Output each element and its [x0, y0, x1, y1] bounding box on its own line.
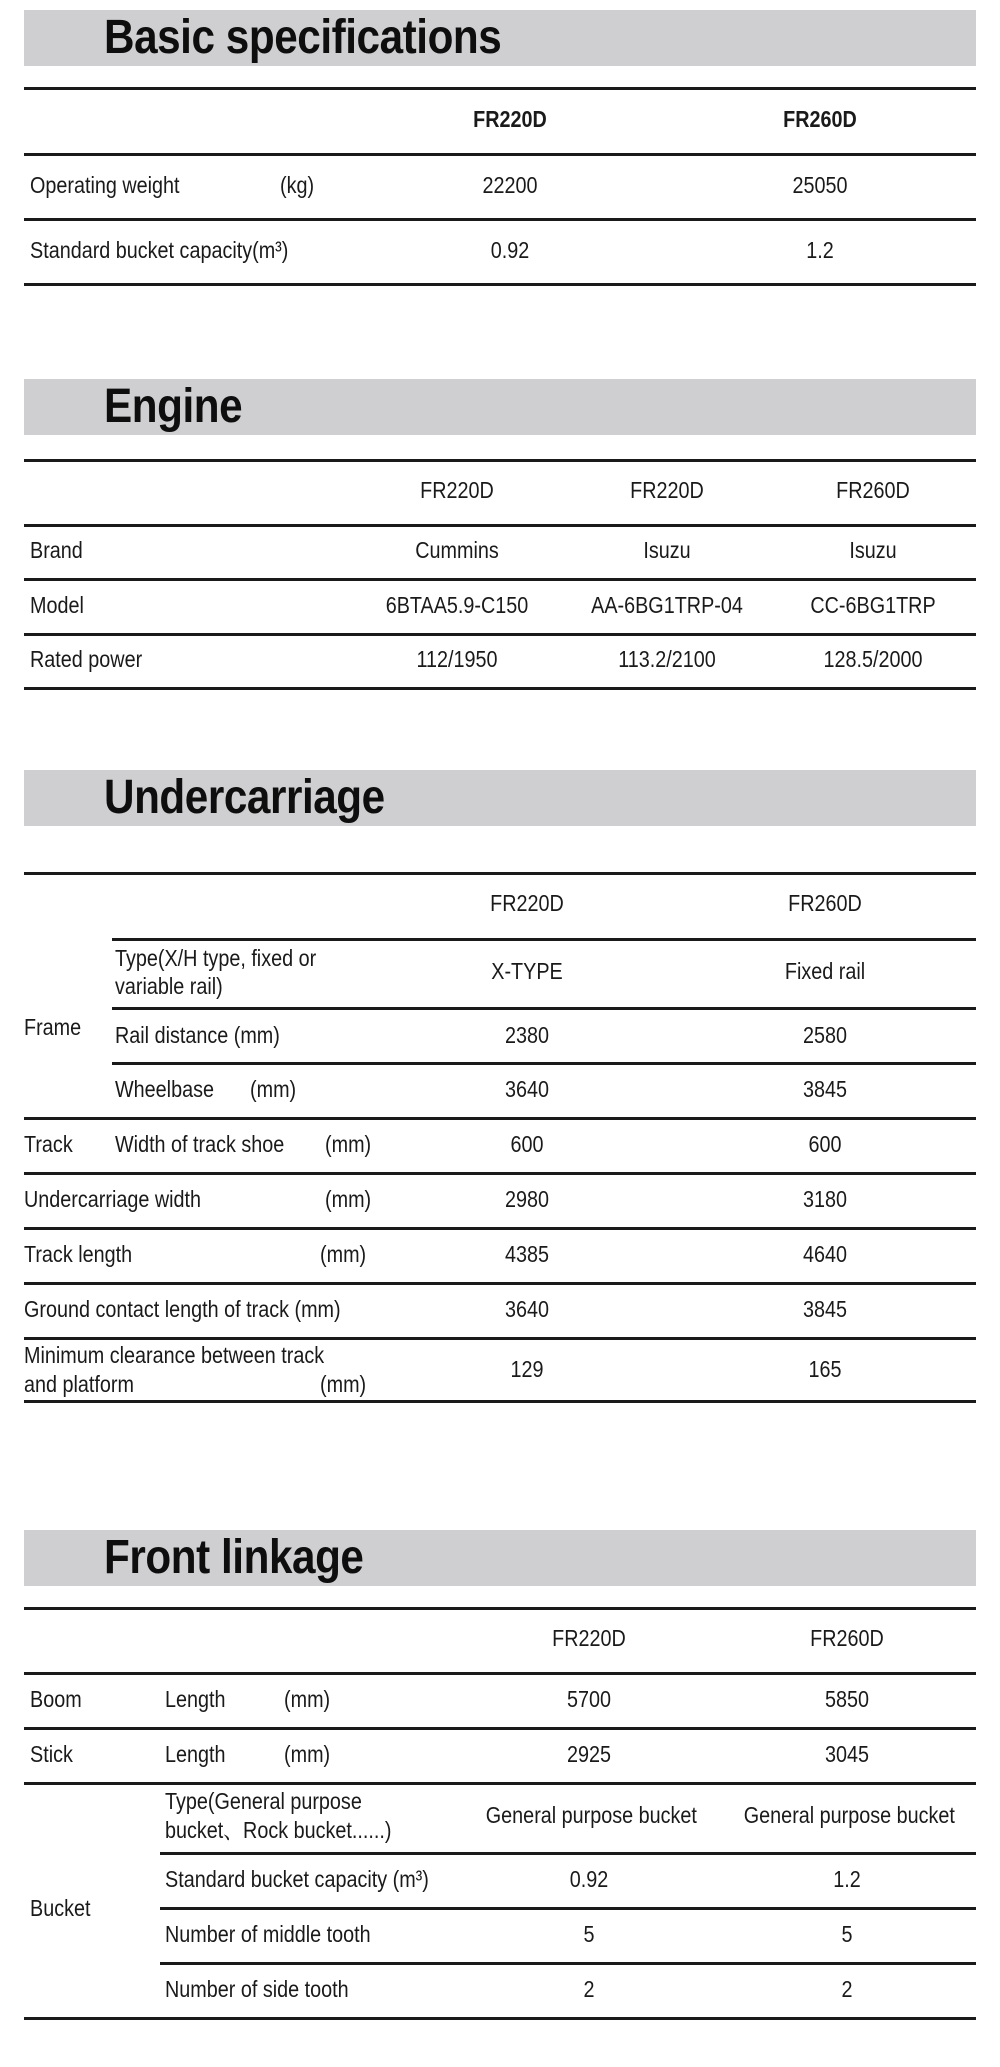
frame-type-fr260d: Fixed rail: [784, 958, 866, 984]
divider: [160, 1852, 976, 1855]
ground-contact-fr260d: 3845: [802, 1296, 847, 1322]
divider: [24, 872, 976, 875]
divider: [24, 1117, 976, 1120]
stick-length-unit: (mm): [284, 1741, 331, 1767]
engine-col-1: FR220D: [420, 477, 494, 503]
model-v3: CC-6BG1TRP: [810, 592, 936, 618]
boom-length-label: Length: [165, 1686, 226, 1712]
operating-weight-label: Operating weight: [30, 172, 180, 198]
bucket-label: Bucket: [30, 1895, 91, 1921]
track-length-fr220d: 4385: [504, 1241, 549, 1267]
divider: [24, 1172, 976, 1175]
ground-contact-label: Ground contact length of track (mm): [24, 1296, 341, 1322]
wheelbase-label: Wheelbase: [115, 1076, 214, 1102]
track-length-fr260d: 4640: [802, 1241, 847, 1267]
divider: [112, 1062, 976, 1065]
engine-col-2: FR220D: [630, 477, 704, 503]
divider: [24, 459, 976, 462]
engine-title: Engine: [104, 380, 243, 433]
brand-v2: Isuzu: [643, 537, 691, 563]
frame-type-label-line2: variable rail): [115, 973, 223, 999]
divider: [24, 2017, 976, 2020]
front-linkage-title: Front linkage: [104, 1531, 364, 1584]
stick-length-fr220d: 2925: [566, 1741, 611, 1767]
brand-v1: Cummins: [415, 537, 499, 563]
divider: [24, 1227, 976, 1230]
stick-length-label: Length: [165, 1741, 226, 1767]
track-shoe-unit: (mm): [325, 1131, 372, 1157]
operating-weight-fr260d: 25050: [792, 172, 848, 198]
frame-label: Frame: [24, 1014, 82, 1040]
wheelbase-fr220d: 3640: [504, 1076, 549, 1102]
divider: [24, 218, 976, 221]
undercarriage-width-fr220d: 2980: [504, 1186, 549, 1212]
divider: [24, 1782, 976, 1785]
stick-label: Stick: [30, 1741, 73, 1767]
basic-col-fr260d: FR260D: [783, 106, 857, 132]
track-shoe-fr260d: 600: [808, 1131, 842, 1157]
middle-tooth-fr220d: 5: [583, 1921, 595, 1947]
bucket-type-label-line2: bucket、Rock bucket......): [165, 1817, 392, 1843]
divider: [24, 1672, 976, 1675]
undercarriage-width-fr260d: 3180: [802, 1186, 847, 1212]
front-bucket-capacity-fr260d: 1.2: [833, 1866, 861, 1892]
model-label: Model: [30, 592, 84, 618]
divider: [24, 87, 976, 90]
divider: [24, 1282, 976, 1285]
min-clearance-unit: (mm): [320, 1371, 367, 1397]
bucket-capacity-fr260d: 1.2: [806, 237, 834, 263]
divider: [112, 1007, 976, 1010]
wheelbase-fr260d: 3845: [802, 1076, 847, 1102]
rated-power-v2: 113.2/2100: [618, 646, 716, 672]
rated-power-label: Rated power: [30, 646, 143, 672]
boom-label: Boom: [30, 1686, 82, 1712]
basic-specifications-title: Basic specifications: [104, 11, 502, 64]
rail-distance-fr260d: 2580: [802, 1022, 847, 1048]
divider: [160, 1907, 976, 1910]
frame-type-fr220d: X-TYPE: [491, 958, 563, 984]
ground-contact-fr220d: 3640: [504, 1296, 549, 1322]
middle-tooth-fr260d: 5: [841, 1921, 853, 1947]
min-clearance-label-line2: and platform: [24, 1371, 134, 1397]
operating-weight-unit: (kg): [280, 172, 315, 198]
track-shoe-label: Width of track shoe: [115, 1131, 285, 1157]
divider: [24, 1607, 976, 1610]
brand-v3: Isuzu: [849, 537, 897, 563]
rated-power-v3: 128.5/2000: [823, 646, 923, 672]
wheelbase-unit: (mm): [250, 1076, 297, 1102]
basic-specifications-header: [24, 10, 976, 66]
engine-col-3: FR260D: [836, 477, 910, 503]
divider: [112, 938, 976, 941]
track-length-label: Track length: [24, 1241, 133, 1267]
track-shoe-fr220d: 600: [510, 1131, 544, 1157]
divider: [24, 687, 976, 690]
track-label: Track: [24, 1131, 73, 1157]
side-tooth-fr260d: 2: [841, 1976, 853, 2002]
front-col-fr220d: FR220D: [552, 1625, 626, 1651]
divider: [24, 1727, 976, 1730]
divider: [24, 283, 976, 286]
min-clearance-fr220d: 129: [510, 1356, 544, 1382]
frame-type-label-line1: Type(X/H type, fixed or: [115, 945, 317, 971]
divider: [24, 633, 976, 636]
front-col-fr260d: FR260D: [810, 1625, 884, 1651]
min-clearance-fr260d: 165: [808, 1356, 842, 1382]
middle-tooth-label: Number of middle tooth: [165, 1921, 371, 1947]
undercarriage-col-fr260d: FR260D: [788, 890, 862, 916]
undercarriage-title: Undercarriage: [104, 771, 385, 824]
front-bucket-capacity-label: Standard bucket capacity (m³): [165, 1866, 429, 1892]
bucket-capacity-fr220d: 0.92: [490, 237, 530, 263]
divider: [24, 524, 976, 527]
bucket-type-fr220d: General purpose bucket: [485, 1802, 697, 1828]
brand-label: Brand: [30, 537, 83, 563]
boom-length-unit: (mm): [284, 1686, 331, 1712]
undercarriage-col-fr220d: FR220D: [490, 890, 564, 916]
boom-length-fr220d: 5700: [566, 1686, 611, 1712]
side-tooth-fr220d: 2: [583, 1976, 595, 2002]
divider: [24, 1400, 976, 1403]
operating-weight-fr220d: 22200: [482, 172, 538, 198]
undercarriage-width-label: Undercarriage width: [24, 1186, 202, 1212]
divider: [24, 578, 976, 581]
min-clearance-label-line1: Minimum clearance between track: [24, 1342, 325, 1368]
divider: [160, 1962, 976, 1965]
bucket-type-fr260d: General purpose bucket: [743, 1802, 955, 1828]
undercarriage-header: [24, 770, 976, 826]
model-v2: AA-6BG1TRP-04: [591, 592, 743, 618]
front-linkage-header: [24, 1530, 976, 1586]
model-v1: 6BTAA5.9-C150: [385, 592, 529, 618]
track-length-unit: (mm): [320, 1241, 367, 1267]
rail-distance-label: Rail distance (mm): [115, 1022, 280, 1048]
boom-length-fr260d: 5850: [824, 1686, 869, 1712]
undercarriage-width-unit: (mm): [325, 1186, 372, 1212]
side-tooth-label: Number of side tooth: [165, 1976, 349, 2002]
divider: [24, 153, 976, 156]
rail-distance-fr220d: 2380: [504, 1022, 549, 1048]
front-bucket-capacity-fr220d: 0.92: [569, 1866, 609, 1892]
stick-length-fr260d: 3045: [824, 1741, 869, 1767]
rated-power-v1: 112/1950: [416, 646, 498, 672]
bucket-type-label-line1: Type(General purpose: [165, 1788, 362, 1814]
engine-header: [24, 379, 976, 435]
bucket-capacity-label: Standard bucket capacity(m³): [30, 237, 289, 263]
basic-col-fr220d: FR220D: [473, 106, 547, 132]
